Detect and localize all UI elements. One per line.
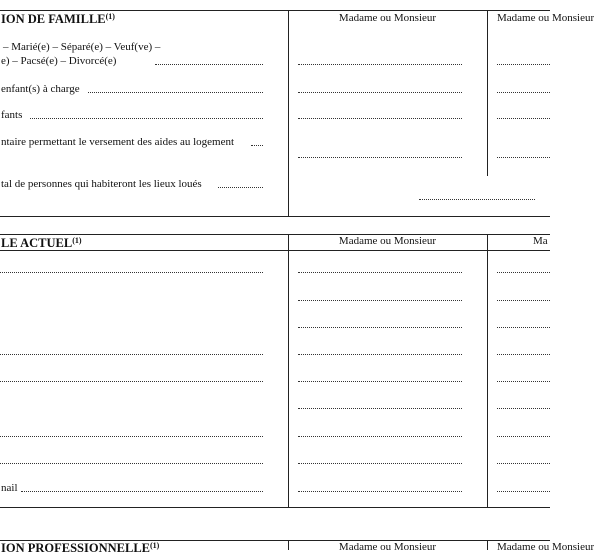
section2-divider-a: [288, 234, 289, 507]
section3-footnote: (1): [150, 541, 160, 550]
section2-col-left-header: Madame ou Monsieur: [338, 235, 437, 247]
section2-row5-leader: [0, 381, 263, 382]
section2-row-email-leader: [21, 491, 263, 492]
section2-divider-b: [487, 234, 488, 507]
section1-title-text: ION DE FAMILLE: [1, 12, 106, 26]
section2-row4-field-right[interactable]: [497, 354, 550, 355]
section2-row6-field-left[interactable]: [298, 408, 462, 409]
section1-row-status-leader: [155, 64, 263, 65]
section2-row1-field-right[interactable]: [497, 272, 550, 273]
section2-row-email: nail: [1, 482, 18, 494]
section2-row5-field-left[interactable]: [298, 381, 462, 382]
section2-row7-field-left[interactable]: [298, 436, 462, 437]
section2-row8-leader: [0, 463, 263, 464]
section1-allocataire-field-right[interactable]: [497, 157, 550, 158]
section1-row-children: enfant(s) à charge: [1, 83, 80, 95]
section1-ages-field-right[interactable]: [497, 118, 550, 119]
section2-email-field-right[interactable]: [497, 491, 550, 492]
section1-ages-field-left[interactable]: [298, 118, 462, 119]
section2-row5-field-right[interactable]: [497, 381, 550, 382]
section1-row-status-2: e) – Pacsé(e) – Divorcé(e): [1, 55, 117, 67]
section1-total-field[interactable]: [419, 199, 535, 200]
section1-status-field-left[interactable]: [298, 64, 462, 65]
section1-divider-b: [487, 10, 488, 176]
section2-row8-field-left[interactable]: [298, 463, 462, 464]
section2-title-text: LE ACTUEL: [1, 236, 73, 250]
section2-row1-field-left[interactable]: [298, 272, 462, 273]
section2-row7-field-right[interactable]: [497, 436, 550, 437]
section2-row4-leader: [0, 354, 263, 355]
section1-col-right-header: Madame ou Monsieur: [497, 12, 594, 24]
section1-row-ages-leader: [30, 118, 263, 119]
section2-email-field-left[interactable]: [298, 491, 462, 492]
section2-footnote: (1): [72, 236, 82, 245]
section2-row1-leader: [0, 272, 263, 273]
section2-row6-field-right[interactable]: [497, 408, 550, 409]
section2-title: [1, 236, 82, 250]
section1-row-allocataire-leader: [251, 145, 263, 146]
section1-top-border: [0, 10, 550, 11]
section3-col-right-header: Madame ou Monsieur: [497, 541, 594, 553]
section1-footnote: (1): [105, 12, 115, 21]
section1-row-ages: fants: [1, 109, 23, 121]
section1-children-field-left[interactable]: [298, 92, 462, 93]
section2-row7-leader: [0, 436, 263, 437]
section1-row-total: tal de personnes qui habiteront les lieux loués: [1, 178, 202, 190]
section3-title: [1, 541, 159, 555]
section2-row3-field-left[interactable]: [298, 327, 462, 328]
section1-row-allocataire: ntaire permettant le versement des aides au logement: [1, 136, 235, 148]
section1-row-total-leader: [218, 187, 263, 188]
section1-col-left-header: Madame ou Monsieur: [338, 12, 437, 24]
section2-header-border: [0, 250, 550, 251]
section1-children-field-right[interactable]: [497, 92, 550, 93]
section1-row-status-1: – Marié(e) – Séparé(e) – Veuf(ve) –: [3, 41, 161, 53]
section3-col-left-header: Madame ou Monsieur: [338, 541, 437, 553]
section1-bottom-border: [0, 216, 550, 217]
section2-col-right-header: Ma: [533, 235, 548, 247]
section3-divider-b: [487, 540, 488, 550]
section1-status-field-right[interactable]: [497, 64, 550, 65]
section1-allocataire-field-left[interactable]: [298, 157, 462, 158]
section2-row2-field-left[interactable]: [298, 300, 462, 301]
section2-row8-field-right[interactable]: [497, 463, 550, 464]
section2-row4-field-left[interactable]: [298, 354, 462, 355]
section1-divider-a: [288, 10, 289, 216]
section3-title-text: ION PROFESSIONNELLE: [1, 541, 150, 555]
section2-row2-field-right[interactable]: [497, 300, 550, 301]
section1-title: [1, 12, 115, 26]
section2-row3-field-right[interactable]: [497, 327, 550, 328]
section2-bottom-border: [0, 507, 550, 508]
section1-row-children-leader: [88, 92, 263, 93]
